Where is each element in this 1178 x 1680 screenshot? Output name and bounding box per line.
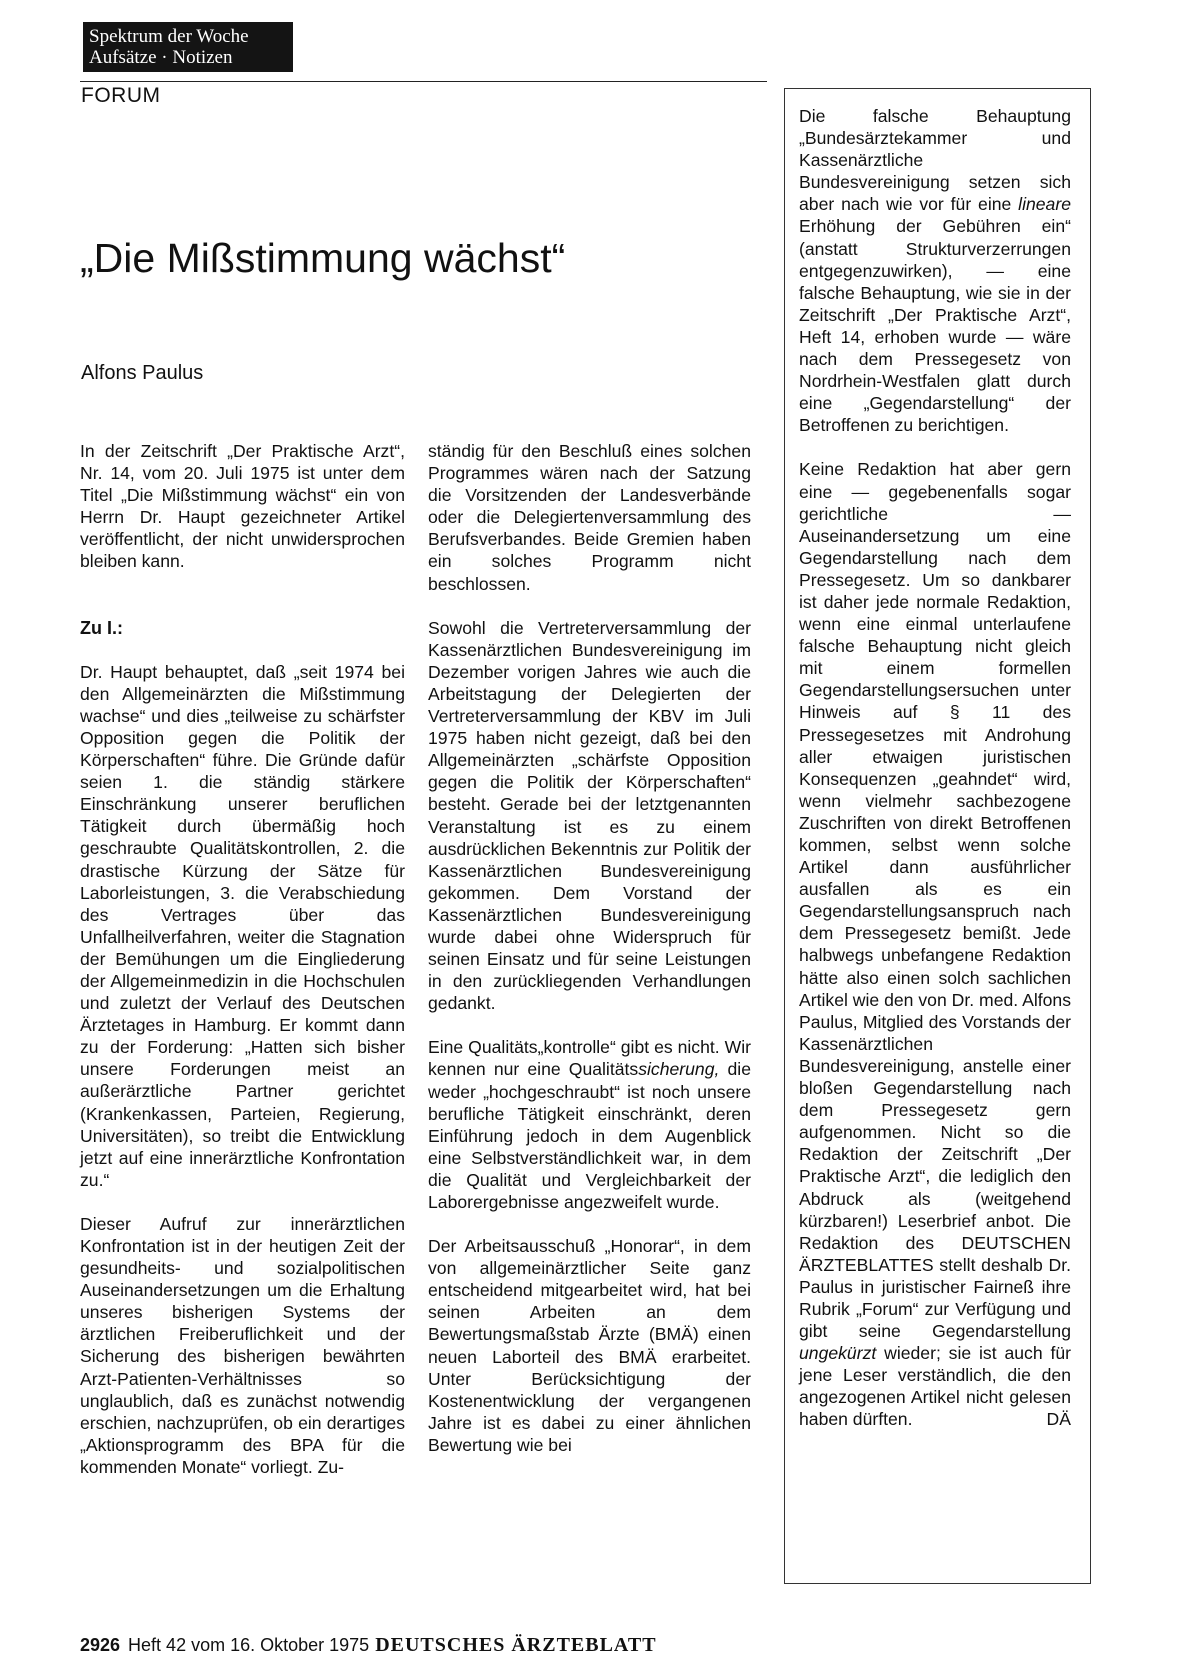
- body-paragraph: Der Arbeitsausschuß „Honorar“, in dem von allgemeinärztlicher Seite ganz entscheidend mitgearbeitet wird, hat bei seinen Arbeiten an dem Bewertungsmaßstab Ärzte (BMÄ) einen neuen Laborteil des BMÄ erarbeitet. Unter Berücksichtigung der Kostenentwicklung der vergangenen Jahre ist es dabei zu einer ähnlichen Bewertung wie bei: [428, 1236, 751, 1455]
- body-paragraph: [428, 1036, 751, 1213]
- issue-info: Heft 42 vom 16. Oktober 1975: [128, 1635, 370, 1655]
- page-number: 2926: [80, 1635, 121, 1655]
- article-column-1: [80, 440, 405, 1478]
- magazine-name: DEUTSCHES ÄRZTEBLATT: [375, 1634, 657, 1656]
- emphasis: sicherung,: [638, 1059, 720, 1080]
- intro-paragraph: In der Zeitschrift „Der Praktische Arzt“, Nr. 14, vom 20. Juli 1975 ist unter dem Titel „Die Mißstimmung wächst“ ein von Herrn Dr. Haupt gezeichneter Artikel veröffentlicht, der nicht unwidersprochen bleiben kann.: [80, 441, 405, 572]
- article-author: Alfons Paulus: [81, 362, 204, 384]
- text-run: Erhöhung der Gebühren ein“ (anstatt Strukturverzerrungen entgegenzuwirken), — eine falsche Behauptung, wie sie in der Zeitschrift „Der Praktische Arzt“, Heft 14, erhoben wurde — wäre nach dem Pressegesetz von Nordrhein-Westfalen glatt durch eine „Gegendarstellung“ der Betroffenen zu berichtigen.: [799, 216, 1071, 436]
- subheading: Zu I.:: [80, 617, 123, 638]
- body-paragraph: Dr. Haupt behauptet, daß „seit 1974 bei den Allgemeinärzten die Mißstimmung wachse“ und dies „teilweise zu schärfster Opposition gegen die Politik der Körperschaften“ führe. Die Gründe dafür seien 1. die ständig stärkere Einschränkung unserer beruflichen Tätigkeit durch übermäßig hoch geschraubte Qualitätskontrollen, 2. die drastische Kürzung der Sätze für Laborleistungen, 3. die Verabschiedung des Vertrages über das Unfallheilverfahren, weiter die Stagnation der Bemühungen um die Eingliederung der Allgemeinmedizin in die Hochschulen und zuletzt der Verlauf des Deutschen Ärztetages in Hamburg. Er kommt dann zu der Forderung: „Hatten sich bisher unsere Forderungen meist an außerärztliche Partner gerichtet (Krankenkassen, Parteien, Regierung, Universitäten), so treibt die Entwicklung jetzt auf eine innerärztliche Konfrontation zu.“: [80, 661, 405, 1190]
- section-tag: [83, 22, 293, 72]
- editorial-sidebar-box: [784, 88, 1091, 1584]
- page-footer: [80, 1634, 657, 1657]
- body-paragraph: ständig für den Beschluß eines solchen Programmes wären nach der Satzung die Vorsitzenden der Landesverbände oder die Delegiertenversammlung des Berufsverbandes. Beide Gremien haben ein solches Programm nicht beschlossen.: [428, 441, 751, 594]
- text-run: die weder „hochgeschraubt“ ist noch unsere berufliche Tätigkeit einschränkt, deren Einführung jedoch in dem Augenblick eine Selbstverständlichkeit war, in dem die Qualität und Vergleichbarkeit der Laborergebnisse angezweifelt wurde.: [428, 1059, 751, 1212]
- text-run: Eine Qualitäts„kontrolle“ gibt es nicht. Wir kennen nur eine Qualitäts: [428, 1037, 751, 1080]
- rubric-label: FORUM: [81, 84, 161, 107]
- emphasis: lineare: [1018, 194, 1071, 215]
- section-tag-line1: Spektrum der Woche: [89, 26, 249, 47]
- emphasis: ungekürzt: [799, 1343, 877, 1364]
- sidebar-text: [799, 105, 1071, 1431]
- article-column-2: [428, 440, 751, 1456]
- editorial-signature: DÄ: [1046, 1409, 1071, 1430]
- sidebar-paragraph: [799, 458, 1071, 1430]
- text-run: wieder; sie ist auch für jene Leser verständlich, die den angezogenen Artikel nicht gelesen haben dürften.: [799, 1343, 1071, 1430]
- body-paragraph: Sowohl die Vertreterversammlung der Kassenärztlichen Bundesvereinigung im Dezember vorigen Jahres wie auch die Arbeitstagung der Delegierten der Vertreterversammlung der KBV im Juli 1975 haben nicht gezeigt, daß bei den Allgemeinärzten „schärfste Opposition gegen die Politik der Körperschaften“ besteht. Gerade bei der letztgenannten Veranstaltung ist es zu einem ausdrücklichen Bekenntnis zur Politik der Kassenärztlichen Bundesvereinigung gekommen. Dem Vorstand der Kassenärztlichen Bundesvereinigung wurde dabei ohne Widerspruch für seinen Einsatz und für seine Leistungen in den zurückliegenden Verhandlungen gedankt.: [428, 617, 751, 1014]
- sidebar-paragraph: [799, 105, 1071, 436]
- section-tag-line2: Aufsätze · Notizen: [89, 47, 233, 68]
- header-rule: [80, 81, 767, 82]
- article-title: „Die Mißstimmung wächst“: [80, 235, 566, 281]
- text-run: Keine Redaktion hat aber gern eine — gegebenenfalls sogar gerichtliche — Auseinandersetzung um eine Gegendarstellung nach dem Pressegesetz. Um so dankbarer ist daher jede normale Redaktion, wenn eine einmal unterlaufene falsche Behauptung nicht gleich mit einem formellen Gegendarstellungsersuchen unter Hinweis auf § 11 des Pressegesetzes mit Androhung aller etwaigen juristischen Konsequenzen „geahndet“ wird, wenn vielmehr sachbezogene Zuschriften von direkt Betroffenen kommen, selbst wenn solche Artikel dann ausführlicher ausfallen als es ein Gegendarstellungsanspruch nach dem Pressegesetz bemißt. Jede halbwegs unbefangene Redaktion hätte also einen solch sachlichen Artikel wie den von Dr. med. Alfons Paulus, Mitglied des Vorstands der Kassenärztlichen Bundesvereinigung, anstelle einer bloßen Gegendarstellung nach dem Pressegesetz gern aufgenommen. Nicht so die Redaktion der Zeitschrift „Der Praktische Arzt“, die lediglich den Abdruck als (weitgehend kürzbaren!) Leserbrief anbot. Die Redaktion des DEUTSCHEN ÄRZTEBLATTES stellt deshalb Dr. Paulus in juristischer Fairneß ihre Rubrik „Forum“ zur Verfügung und gibt seine Gegendarstellung: [799, 459, 1071, 1342]
- body-paragraph: Dieser Aufruf zur innerärztlichen Konfrontation ist in der heutigen Zeit der gesundheits- und sozialpolitischen Auseinandersetzungen um die Erhaltung unseres bisherigen Systems der ärztlichen Freiberuflichkeit und der Sicherung des bisherigen bewährten Arzt-Patienten-Verhältnisses so unglaublich, daß es zunächst notwendig erschien, nachzuprüfen, ob ein derartiges „Aktionsprogramm des BPA für die kommenden Monate“ vorliegt. Zu-: [80, 1213, 405, 1477]
- text-run: Die falsche Behauptung „Bundesärztekammer und Kassenärztliche Bundesvereinigung setzen sich aber nach wie vor für eine: [799, 106, 1071, 215]
